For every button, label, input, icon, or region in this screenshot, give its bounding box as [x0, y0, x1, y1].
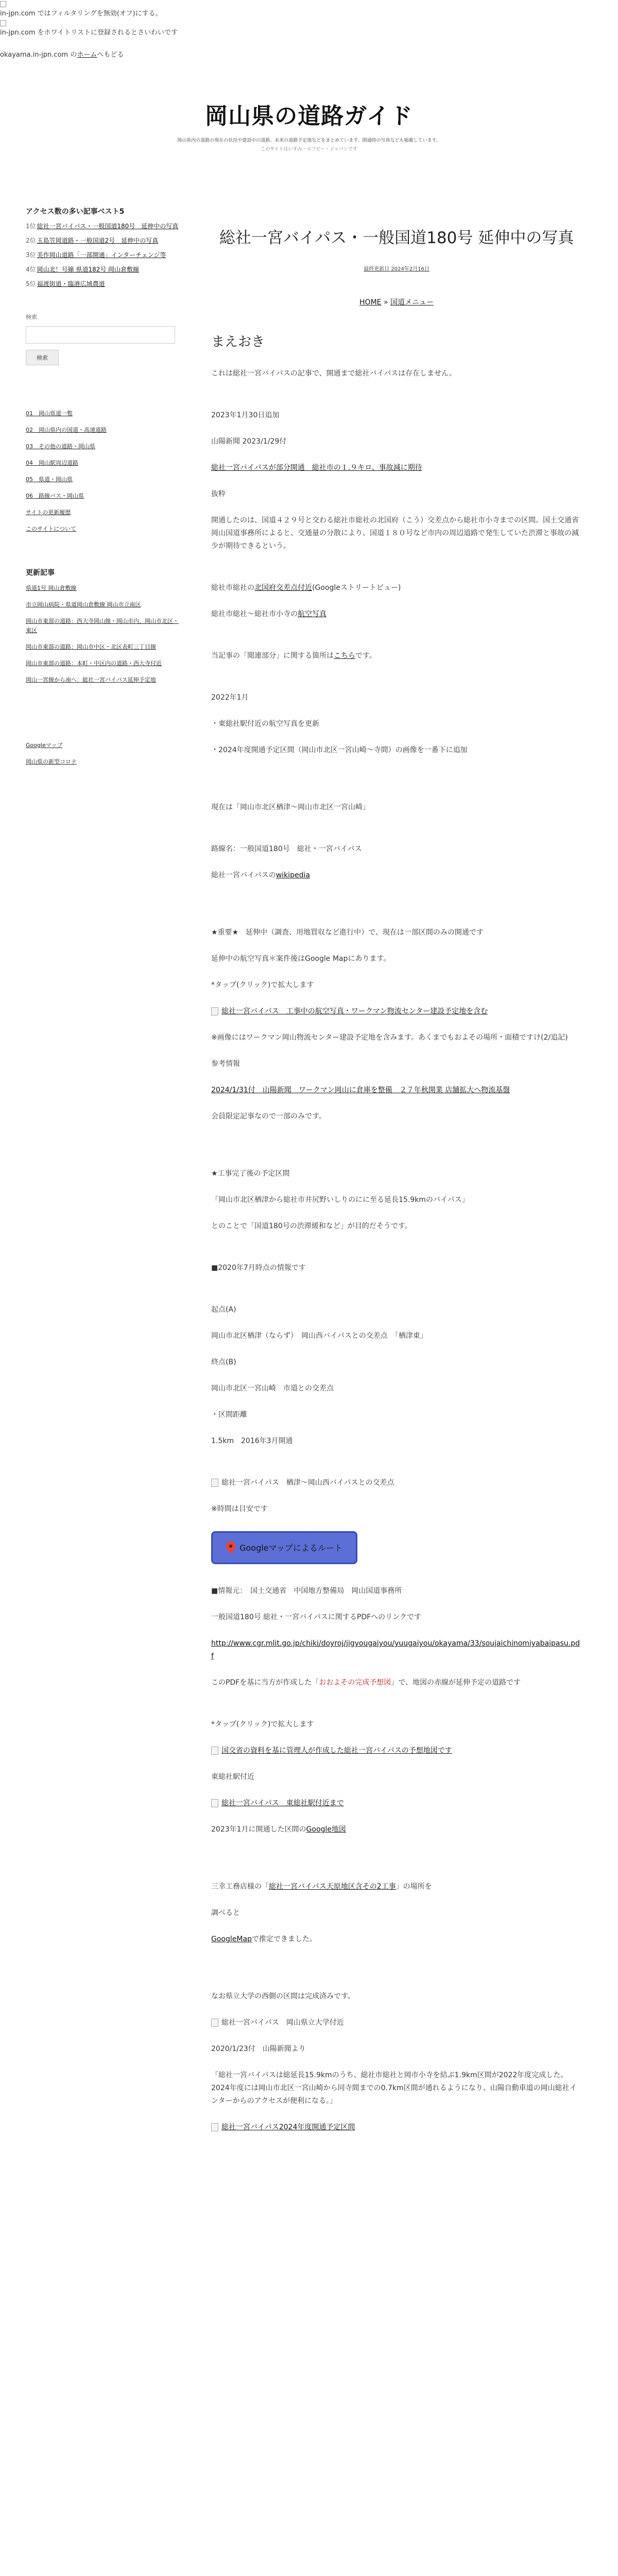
paragraph: 当記事の「閲連部分」に関する箇所はこちらです。 [211, 652, 376, 660]
university-image: 総社一宮バイパス 岡山県立大学付近 [211, 2016, 582, 2029]
broken-image-icon [211, 1007, 218, 1015]
google-maps-route-button[interactable] [211, 1531, 357, 1564]
streetview-link[interactable]: 北国府交差点付近 [254, 584, 312, 592]
category-link[interactable]: 01 岡山県道一覧 [26, 410, 73, 417]
paragraph: 2020/1/23付 山陽新聞より [211, 2045, 306, 2053]
google-maps-link[interactable]: Googleマップ [26, 742, 63, 749]
paragraph [211, 1084, 582, 1097]
ranking-link[interactable]: 岡山北！号線 県道182号 岡山倉敷線 [37, 266, 140, 273]
list-item [26, 525, 180, 533]
paragraph: GoogleMapで推定できました。 [211, 1935, 317, 1943]
paragraph: 三幸工務店様の「総社一宮バイパス天原地区含その2工事」の場所を [211, 1883, 432, 1891]
recent-posts-title: 更新記事 [26, 569, 55, 577]
category-link[interactable]: サイトの更新履歴 [26, 509, 71, 516]
list-item [26, 492, 180, 500]
updated-date: 最終更新日 2024年2月16日 [364, 266, 430, 272]
aerial-photo-link[interactable]: 航空写真 [298, 610, 327, 618]
paragraph: 会員限定記事なので一部のみです。 [211, 1112, 326, 1121]
paragraph: 「総社一宮バイパスは総延長15.9kmのうち、総社市総社と岡市小寺を結ぶ1.9km区間が2022年度完成した。2024年度には岡山市北区一宮山崎から同寺間までの0.7km区間が通れるようになり、山陽自動車道の岡山総社インターからのアクセスが便利になる。」 [211, 2071, 577, 2105]
breadcrumb-national-roads[interactable]: 国道メニュー [390, 298, 434, 307]
paragraph: *タップ(クリック)で拡大します [211, 981, 314, 989]
paragraph: 2023年1月に開通した区間のGoogle地図 [211, 1825, 346, 1834]
paragraph: 東総社駅付近 [211, 1773, 254, 1781]
paragraph: なお県立大学の西側の区間は完成済みです。 [211, 1992, 355, 2001]
paragraph: 岡山市北区楢津（ならず） 岡山西バイパスとの交差点 「楢津東」 [211, 1332, 427, 1340]
paragraph: 総社一宮バイパスのwikipedia [211, 871, 310, 879]
sidebar [26, 206, 180, 774]
pdf-link[interactable]: http://www.cgr.mlit.go.jp/chiki/doyroj/jigyougaiyou/yuugaiyou/okayama/33/soujaichinomiyabaipasu.pdf [211, 1639, 580, 1660]
paragraph: 2023年1月30日追加 [211, 411, 280, 419]
list-item: 1位 総社一宮バイパス・一般国道180号 延伸中の写真 [26, 223, 179, 230]
paragraph: ・2024年度開通予定区間（岡山市北区一宮山崎～寺間）の画像を一番下に追加 [211, 746, 468, 754]
paragraph [211, 462, 582, 474]
ranking-link[interactable]: 福渡街道・臨港広域農道 [37, 280, 105, 287]
ranking-link[interactable]: 総社一宮バイパス・一般国道180号 延伸中の写真 [37, 223, 179, 230]
search-button[interactable]: 検索 [26, 350, 59, 365]
list-item [26, 410, 180, 418]
higashi-soja-image-link[interactable]: 総社一宮バイパス 東総社駅付近まで [211, 1797, 582, 1810]
paragraph: ■情報元： 国土交通省 中国地方整備局 岡山国道事務所 [211, 1587, 402, 1595]
paragraph: 一般国道180号 総社・一宮バイパスに関するPDFへのリンクです [211, 1613, 421, 1621]
category-link[interactable]: このサイトについて [26, 526, 77, 532]
broken-image-icon [211, 1799, 218, 1807]
recent-post-link[interactable]: 市立岡山病院・県道岡山倉敷線 岡山市立南区 [26, 601, 141, 608]
page-title: 総社一宮バイパス・一般国道180号 延伸中の写真 [219, 229, 574, 247]
search-input[interactable] [26, 326, 175, 344]
category-link[interactable]: 05 県道・岡山県 [26, 476, 73, 483]
2024-section-image-link[interactable]: 総社一宮バイパス2024年度開通予定区間 [211, 2121, 582, 2134]
search-widget [26, 313, 180, 365]
list-item [26, 741, 180, 750]
intro-heading: まえおき [211, 334, 265, 350]
broken-image-icon [211, 1479, 218, 1487]
list-item: 2位 玉島笠岡道路・一般国道2号 延伸中の写真 [26, 237, 159, 244]
paragraph: 山陽新聞 2023/1/29付 [211, 437, 287, 446]
list-item [26, 758, 180, 766]
ranking-link[interactable]: 玉島笠岡道路・一般国道2号 延伸中の写真 [37, 237, 159, 244]
list-item: 5位 福渡街道・臨港広域農道 [26, 280, 105, 287]
checkbox-icon[interactable] [0, 1, 6, 7]
paragraph: とのことで「国道180号の渋滞緩和など」が目的だそうです。 [211, 1222, 412, 1230]
paragraph: ・区間距離 [211, 1411, 247, 1419]
list-item [26, 443, 180, 451]
filter-line-1: in-jpn.com ではフィルタリングを無効(オフ)にする。 [0, 10, 162, 18]
category-list [26, 410, 180, 533]
paragraph: 1.5km 2016年3月開通 [211, 1437, 293, 1445]
list-item [26, 459, 180, 467]
paragraph: 延伸中の航空写真＊案件後はGoogle Mapにあります。 [211, 955, 391, 963]
paragraph: 総社市総社～総社市小寺の航空写真 [211, 610, 327, 618]
filter-notice [0, 1, 618, 60]
wikipedia-link[interactable]: wikipedia [276, 871, 310, 879]
paragraph: 参考情報 [211, 1060, 240, 1068]
search-label: 検索 [26, 314, 37, 320]
main-content [211, 206, 582, 2147]
recent-posts-list [26, 584, 180, 685]
recent-post-link[interactable]: 県道1号 岡山倉敷線 [26, 585, 77, 591]
breadcrumb-home[interactable]: HOME [359, 298, 382, 307]
paragraph: ■2020年7月時点の情報です [211, 1264, 306, 1272]
google-map-link[interactable]: Google地図 [306, 1825, 346, 1834]
broken-image-icon [211, 1747, 218, 1755]
list-item [26, 509, 180, 517]
list-item [26, 476, 180, 484]
paragraph: 2022年1月 [211, 693, 249, 702]
paragraph: ※画像にはワークマン岡山物流センター建設予定地を含みます。あくまでもおよその場所・面積ですけ(2/追記) [211, 1033, 568, 1042]
paragraph: ★重要★ 延伸中（調査、用地買収など進行中）で、現在は一部区間のみの開通です [211, 928, 484, 937]
article-header [211, 228, 582, 307]
ranking-title: アクセス数の多い記事ベスト5 [26, 208, 125, 216]
site-description: 岡山県内の道路の現在の状況や建設中の道路、未来の道路予定地などをまとめています。開通時の写真なども掲載しています。 [177, 138, 441, 143]
checkbox-icon[interactable] [0, 20, 6, 26]
paragraph: 岡山市北区一宮山崎 市道との交差点 [211, 1384, 334, 1393]
broken-image-icon [211, 2123, 218, 2131]
category-link[interactable]: 03 その他の道路・岡山県 [26, 443, 95, 450]
external-links [26, 741, 180, 766]
list-item [26, 584, 180, 593]
list-item [26, 675, 180, 685]
ranking-link[interactable]: 美作岡山道路「一部開通」インターチェンジ等 [37, 251, 166, 259]
paragraph: ※時間は目安です [211, 1505, 268, 1513]
filter-line-2: in-jpn.com をホワイトリストに登録されるとさいわいです [0, 29, 178, 37]
paragraph: このPDFを基に当方が作成した「おおよその完成予想図」で、地図の赤線が延伸予定の道路です [211, 1679, 521, 1687]
paragraph: 終点(B) [211, 1358, 236, 1366]
recent-post-link[interactable]: 岡山市東部の道路：岡山市中区・北区表町三丁目線 [26, 643, 156, 650]
article-body [211, 336, 582, 2134]
list-item: 3位 美作岡山道路「一部開通」インターチェンジ等 [26, 251, 166, 259]
paragraph: 抜粋 [211, 490, 226, 498]
category-link[interactable]: 04 岡山駅周辺道路 [26, 460, 78, 466]
recent-post-link[interactable]: 岡山市東部の道路：本町・中区内の道路・西大寺付近 [26, 660, 162, 667]
paragraph: 路線名：一般国道180号 総社・一宮バイパス [211, 845, 362, 853]
paragraph: 調べると [211, 1909, 240, 1917]
home-link[interactable]: ホーム [77, 51, 97, 59]
category-link[interactable]: 02 岡山県内の国道・高速道路 [26, 427, 107, 433]
paragraph: 総社市総社の北国府交差点付近(Googleストリートビュー) [211, 584, 401, 592]
category-link[interactable]: 06 路線バス・岡山県 [26, 493, 84, 499]
breadcrumb: HOME » 国道メニュー [359, 298, 434, 307]
googlemap-link[interactable]: GoogleMap [211, 1935, 252, 1943]
intersection-image: 総社一宮バイパス 楢津～岡山西バイパスとの交差点 [211, 1477, 582, 1489]
list-item [26, 600, 180, 609]
site-title[interactable]: 岡山県の道路ガイド [205, 103, 413, 129]
list-item [26, 659, 180, 668]
recent-post-link[interactable]: 岡山市東部の道路：西大寺岡山線・岡山市内、岡山市北区・東区 [26, 618, 179, 634]
list-item [26, 426, 180, 434]
related-link[interactable]: こちら [334, 652, 355, 660]
home-return-line: okayama.in-jpn.com のホームへもどる [0, 51, 124, 59]
paragraph: *タップ(クリック)で拡大します [211, 1720, 314, 1728]
paragraph [211, 1637, 582, 1663]
broken-image-icon [211, 2019, 218, 2027]
construction-link[interactable]: 総社一宮バイパス天原地区含その2工事 [269, 1883, 396, 1891]
paragraph: 起点(A) [211, 1306, 236, 1314]
google-maps-route-label: Googleマップによるルート [239, 1543, 342, 1553]
site-header [0, 97, 618, 152]
aerial-image-link[interactable]: 総社一宮バイパス 工事中の航空写真・ワークマン物流センター建設予定地を含む [211, 1005, 582, 1018]
recent-post-link[interactable]: 岡山一宮線から南へ：総社一宮バイパス延伸予定地 [26, 676, 156, 683]
map-pin-icon [226, 1541, 235, 1554]
paragraph: ★工事完了後の予定区間 [211, 1170, 290, 1178]
news-link[interactable]: 総社一宮バイパスが部分開通 総社市の１.９キロ、事故減に期待 [211, 464, 422, 472]
list-item [26, 617, 180, 635]
list-item: 4位 岡山北！号線 県道182号 岡山倉敷線 [26, 266, 140, 273]
paragraph: 開通したのは、国道４２９号と交わる総社市総社の北国府（こう）交差点から総社市小寺までの区間。国土交通省岡山国道事務所によると、交通量の分散により、国道１８０号など市内の周辺道路で発生していた渋滞と事故の減少が期待できるという。 [211, 516, 579, 550]
reference-link[interactable]: 2024/1/31付 山陽新聞 ワークマン岡山に倉庫を整備 ２７年秋開業 店舗拡大へ物流基盤 [211, 1086, 510, 1094]
site-subline: このサイトはいすみ・エフビー・ジャパンです [261, 147, 357, 152]
covid-link[interactable]: 岡山県の新型コロナ [26, 758, 77, 765]
paragraph: これは総社一宮バイパスの記事で、開通まで総社バイパスは存在しません。 [211, 369, 456, 378]
ranking-list [26, 222, 180, 289]
paragraph: 現在は「岡山市北区楢津～岡山市北区一宮山崎」 [211, 803, 370, 811]
list-item [26, 642, 180, 652]
forecast-map-link[interactable]: 国交省の資料を基に管理人が作成した総社一宮バイパスの予想地図です [211, 1744, 582, 1757]
paragraph: ・東総社駅付近の航空写真を更新 [211, 720, 319, 728]
paragraph: 「岡山市北区楢津から総社市井尻野いしりのにに至る延長15.9kmのバイパス」 [211, 1196, 469, 1204]
